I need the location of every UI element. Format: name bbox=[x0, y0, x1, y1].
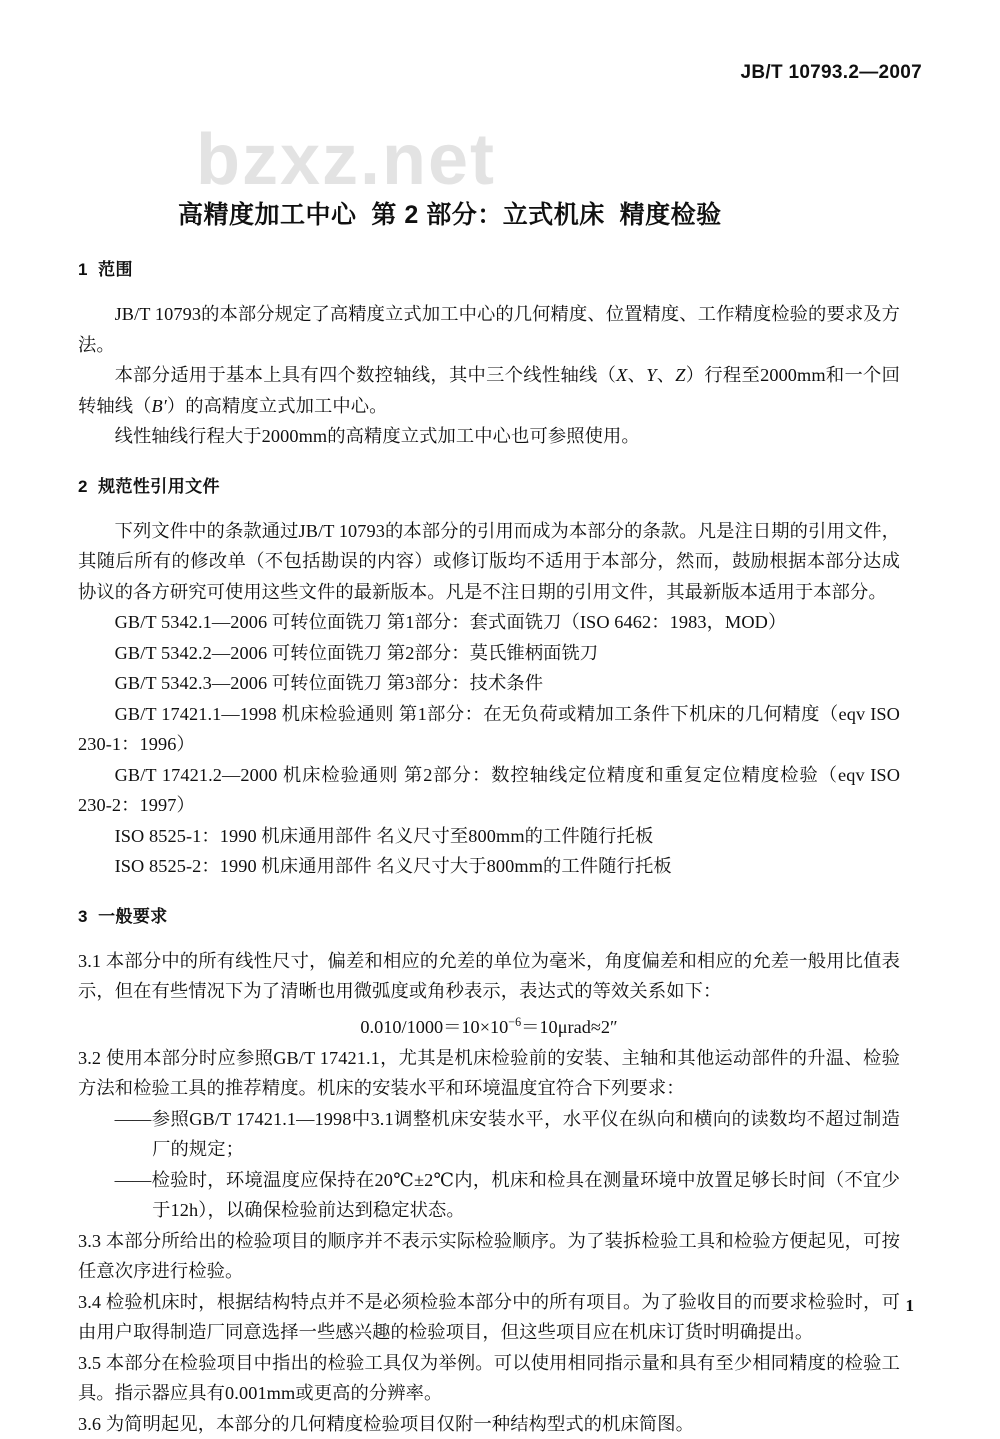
axis-separator-1: 、 bbox=[627, 365, 647, 385]
reference-item: GB/T 5342.3—2006 可转位面铣刀 第3部分：技术条件 bbox=[114, 673, 544, 693]
clause-3-2-dash-item: ——检验时，环境温度应保持在20℃±2℃内，机床和检具在测量环境中放置足够长时间（不宜少于12h），以确保检验前达到稳定状态。 bbox=[114, 1169, 900, 1221]
applies-prefix: 本部分适用于基本上具有四个数控轴线，其中三个线性轴线（ bbox=[114, 365, 617, 385]
applies-middle: ）行程至2000mm和一个回转轴线（ bbox=[78, 365, 900, 416]
section-heading-scope: 1 范围 bbox=[78, 260, 133, 279]
scope-paragraph-applies bbox=[78, 360, 900, 421]
axis-label-x: X bbox=[616, 365, 628, 385]
axis-label-z: Z bbox=[675, 365, 686, 385]
reference-item: GB/T 5342.1—2006 可转位面铣刀 第1部分：套式面铣刀（ISO 6462：1983，MOD） bbox=[114, 612, 787, 632]
clause-3-2: 3.2 使用本部分时应参照GB/T 17421.1，尤其是机床检验前的安装、主轴和其他运动部件的升温、检验方法和检验工具的推荐精度。机床的安装水平和环境温度宜符合下列要求： bbox=[78, 1047, 900, 1099]
reference-item: GB/T 5342.2—2006 可转位面铣刀 第2部分：莫氏锥柄面铣刀 bbox=[114, 642, 599, 663]
page-title: 高精度加工中心 第 2 部分：立式机床 精度检验 bbox=[178, 200, 722, 229]
formula-part-1: 0.010/1000＝10×10 bbox=[360, 1016, 509, 1037]
axis-label-y: Y bbox=[646, 365, 657, 385]
clause-3-5: 3.5 本部分在检验项目中指出的检验工具仅为举例。可以使用相同指示量和具有至少相同精度的检验工具。指示器应具有0.001mm或更高的分辨率。 bbox=[78, 1352, 900, 1404]
standard-number-header: JB/T 10793.2—2007 bbox=[740, 62, 922, 83]
section-heading-general: 3 一般要求 bbox=[78, 906, 168, 926]
applies-suffix: ）的高精度立式加工中心。 bbox=[166, 395, 388, 416]
axis-label-b-prime: B′ bbox=[151, 395, 167, 416]
reference-item: GB/T 17421.1—1998 机床检验通则 第1部分：在无负荷或精加工条件下机床的几何精度（eqv ISO 230-1：1996） bbox=[78, 703, 900, 754]
clause-3-3: 3.3 本部分所给出的检验项目的顺序并不表示实际检验顺序。为了装拆检验工具和检验方便起见，可按任意次序进行检验。 bbox=[78, 1230, 900, 1282]
clause-3-1: 3.1 本部分中的所有线性尺寸，偏差和相应的允差的单位为毫米，角度偏差和相应的允差一般用比值表示，但在有些情况下为了清晰也用微弧度或角秒表示，表达式的等效关系如下： bbox=[78, 950, 900, 1001]
formula-part-2: ＝10μrad≈2″ bbox=[521, 1016, 618, 1037]
clause-3-4: 3.4 检验机床时，根据结构特点并不是必须检验本部分中的所有项目。为了验收目的而要求检验时，可由用户取得制造厂同意选择一些感兴趣的检验项目，但这些项目应在机床订货时明确提出。 bbox=[78, 1291, 900, 1343]
clause-3-2-dash-item: ——参照GB/T 17421.1—1998中3.1调整机床安装水平，水平仪在纵向和横向的读数均不超过制造厂的规定； bbox=[114, 1108, 900, 1160]
references-intro: 下列文件中的条款通过JB/T 10793的本部分的引用而成为本部分的条款。凡是注日期的引用文件，其随后所有的修改单（不包括勘误的内容）或修订版均不适用于本部分，然而，鼓励根据本部分达成协议的各方研究可使用这些文件的最新版本。凡是不注日期的引用文件，其最新版本适用于本部分。 bbox=[78, 520, 900, 602]
axis-separator-2: 、 bbox=[656, 365, 676, 385]
reference-item: ISO 8525-2：1990 机床通用部件 名义尺寸大于800mm的工件随行托板 bbox=[114, 856, 672, 876]
page-number: 1 bbox=[905, 1296, 914, 1315]
clause-3-6: 3.6 为简明起见，本部分的几何精度检验项目仅附一种结构型式的机床简图。 bbox=[78, 1413, 695, 1434]
reference-item: ISO 8525-1：1990 机床通用部件 名义尺寸至800mm的工件随行托板 bbox=[114, 825, 654, 846]
reference-item: GB/T 17421.2—2000 机床检验通则 第2部分：数控轴线定位精度和重复定位精度检验（eqv ISO 230-2：1997） bbox=[78, 764, 900, 815]
watermark: bzxz.net bbox=[196, 120, 497, 200]
document-body bbox=[78, 255, 900, 1439]
section-heading-references: 2 规范性引用文件 bbox=[78, 476, 220, 496]
scope-paragraph-2: 线性轴线行程大于2000mm的高精度立式加工中心也可参照使用。 bbox=[114, 426, 640, 446]
scope-paragraph-1: JB/T 10793的本部分规定了高精度立式加工中心的几何精度、位置精度、工作精度检验的要求及方法。 bbox=[78, 304, 900, 355]
equivalence-formula bbox=[78, 1007, 900, 1043]
formula-exponent: −6 bbox=[508, 1014, 522, 1029]
